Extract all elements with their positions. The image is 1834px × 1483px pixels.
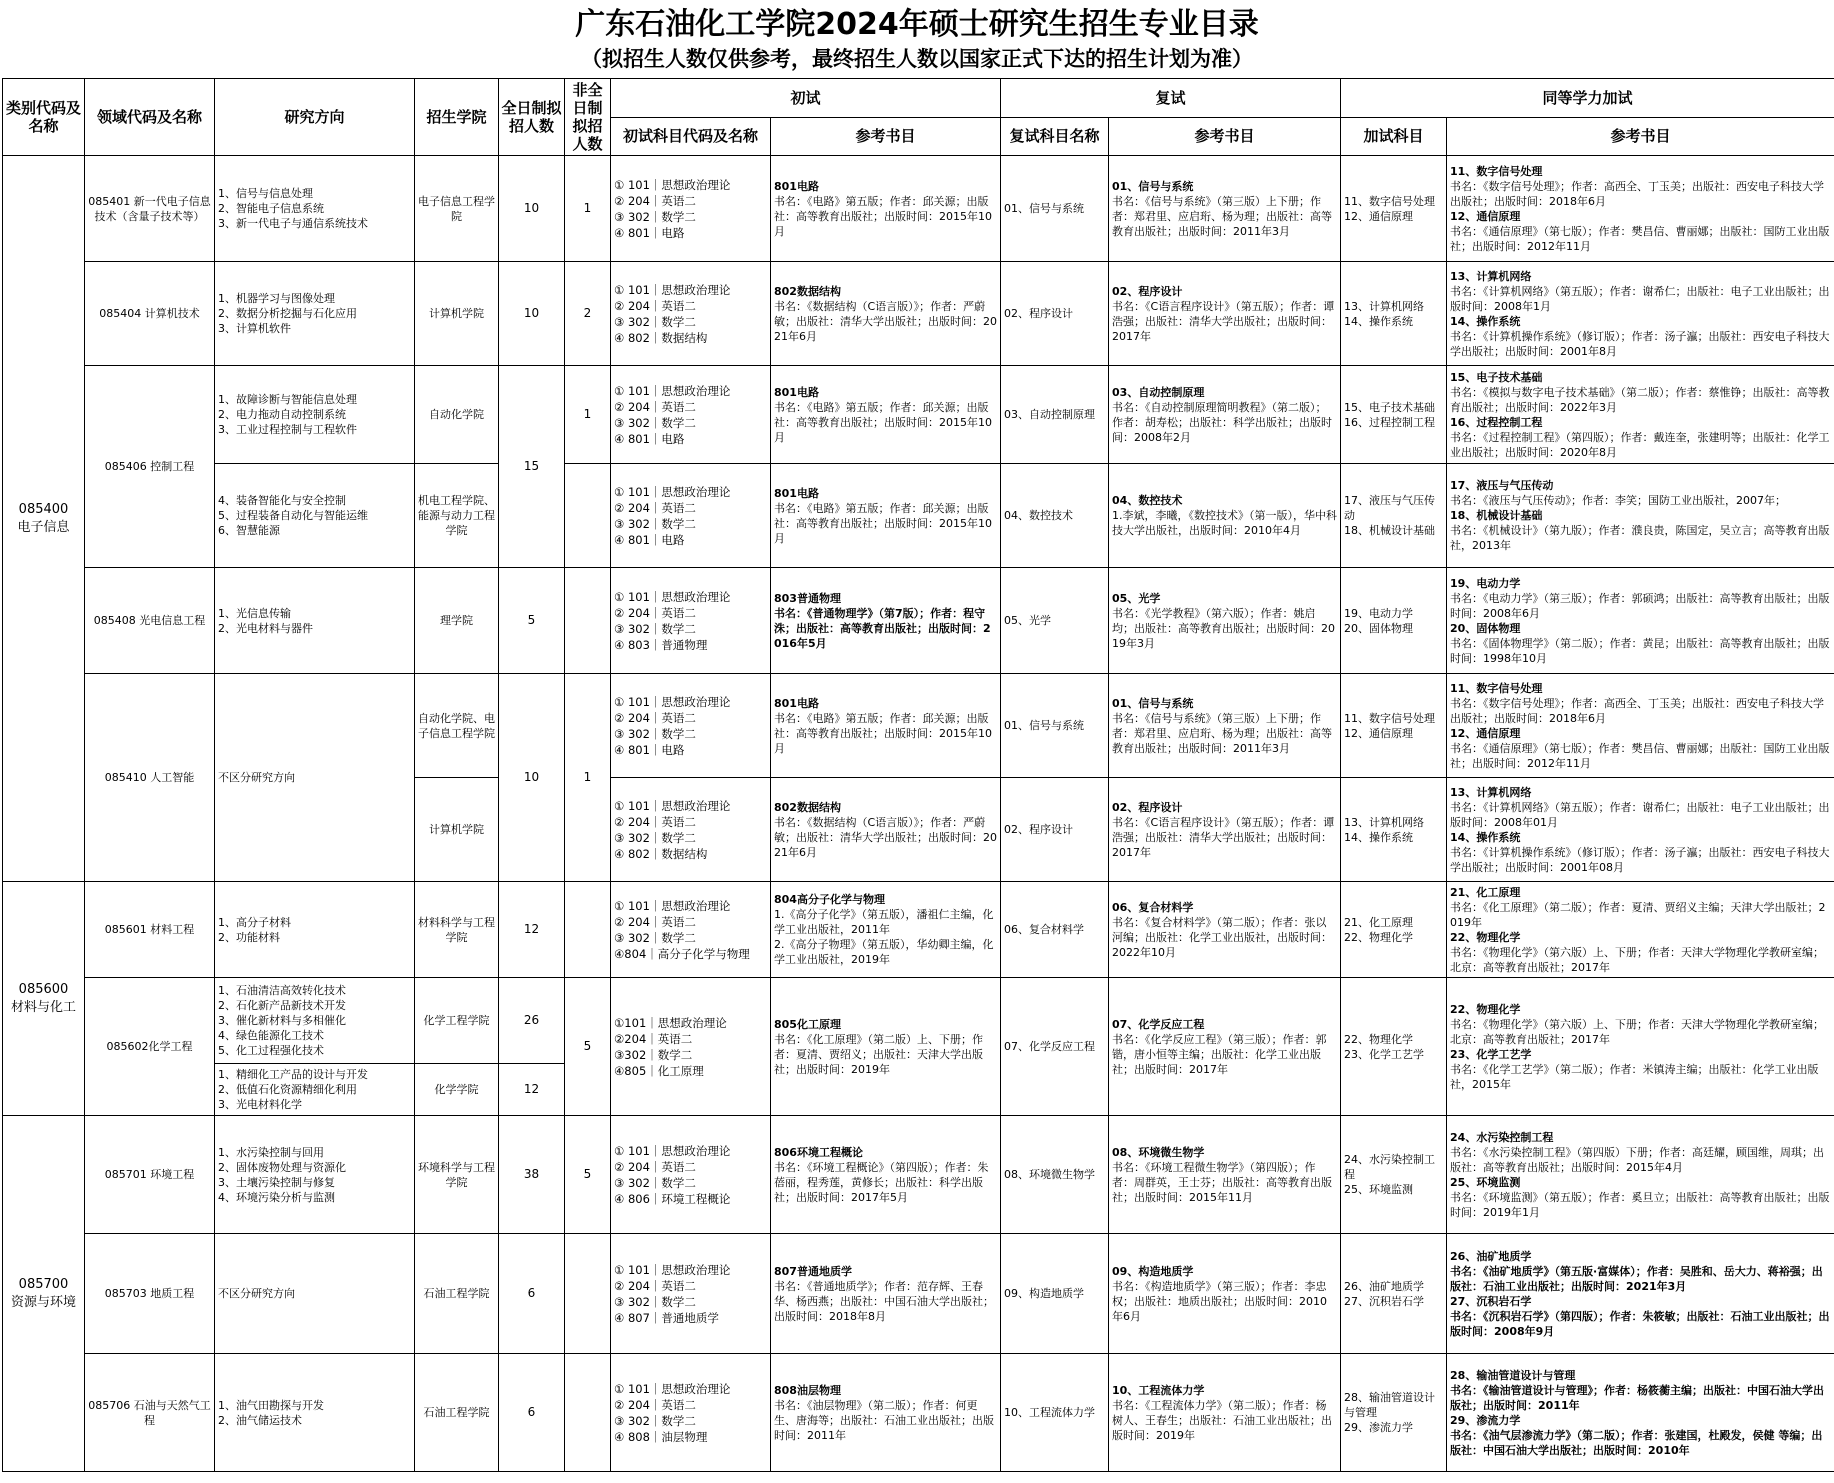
fulltime-cell: 5 xyxy=(499,568,565,674)
table-row xyxy=(3,674,1834,778)
book-desc: 书名：《通信原理》（第七版）；作者：樊昌信、曹丽娜；出版社：国防工业出版社；出版时间：2012年11月 xyxy=(1450,741,1830,770)
fulltime-cell: 12 xyxy=(499,1064,565,1116)
book-desc: 书名：《油矿地质学》（第五版·富媒体）；作者：吴胜和、岳大力、蒋裕强；出版社：石油工业出版社；出版时间：2021年3月 xyxy=(1450,1264,1823,1293)
col-retest-books: 参考书目 xyxy=(1109,117,1341,156)
college-cell: 电子信息工程学院 xyxy=(415,156,499,262)
retest-subject-cell: 07、化学反应工程 xyxy=(1001,978,1109,1116)
book-title: 16、过程控制工程 xyxy=(1450,415,1543,429)
book-title: 04、数控技术 xyxy=(1112,494,1183,507)
table-row xyxy=(3,1116,1834,1234)
retest-subject-cell: 03、自动控制原理 xyxy=(1001,366,1109,464)
col-group-prelim: 初试 xyxy=(611,79,1001,118)
col-prelim-books: 参考书目 xyxy=(771,117,1001,156)
extra-books-cell xyxy=(1447,1116,1834,1234)
prelim-subjects-cell: ① 101｜思想政治理论 ② 204｜英语二 ③ 302｜数学二 ④ 801｜电路 xyxy=(611,464,771,568)
book-desc: 书名：《计算机操作系统》（修订版）；作者：汤子瀛；出版社：西安电子科技大学出版社；出版时间：2001年8月 xyxy=(1450,329,1830,358)
table-row xyxy=(3,568,1834,674)
col-extra-books: 参考书目 xyxy=(1447,117,1834,156)
book-desc: 书名：《数字信号处理》；作者：高西全、丁玉美；出版社：西安电子科技大学出版社；出版时间：2018年6月 xyxy=(1450,696,1825,725)
book-title: 28、输油管道设计与管理 xyxy=(1450,1368,1576,1382)
extra-subjects-cell: 17、液压与气压传动 18、机械设计基础 xyxy=(1341,464,1447,568)
col-parttime: 非全日制拟招人数 xyxy=(565,79,611,156)
extra-books-cell xyxy=(1447,674,1834,778)
extra-subjects-cell: 13、计算机网络 14、操作系统 xyxy=(1341,262,1447,366)
book-title: 03、自动控制原理 xyxy=(1112,385,1205,399)
book-title: 802数据结构 xyxy=(774,800,841,814)
field-cell: 085406 控制工程 xyxy=(85,366,215,568)
retest-books-cell xyxy=(1109,568,1341,674)
field-cell: 085703 地质工程 xyxy=(85,1234,215,1354)
prelim-books-cell xyxy=(771,156,1001,262)
book-title: 10、工程流体力学 xyxy=(1112,1383,1205,1397)
retest-books-cell xyxy=(1109,366,1341,464)
book-title: 14、操作系统 xyxy=(1450,314,1521,328)
parttime-cell: 1 xyxy=(565,366,611,464)
book-desc: 书名：《固体物理学》（第二版）；作者：黄昆；出版社：高等教育出版社；出版时间：1998年10月 xyxy=(1450,636,1830,665)
direction-cell: 1、油气田勘探与开发 2、油气储运技术 xyxy=(215,1354,415,1472)
book-desc: 书名：《计算机操作系统》（修订版）；作者：汤子瀛；出版社：西安电子科技大学出版社；出版时间：2001年08月 xyxy=(1450,845,1830,874)
book-desc: 书名：《计算机网络》（第五版）；作者：谢希仁；出版社：电子工业出版社；出版时间：2008年1月 xyxy=(1450,284,1830,313)
college-cell: 机电工程学院、能源与动力工程学院 xyxy=(415,464,499,568)
book-desc: 书名：《物理化学》（第六版）上、下册；作者：天津大学物理化学教研室编；北京：高等教育出版社；2017年 xyxy=(1450,945,1825,974)
book-title: 02、程序设计 xyxy=(1112,800,1183,814)
book-desc: 书名：《通信原理》（第七版）；作者：樊昌信、曹丽娜；出版社：国防工业出版社；出版时间：2012年11月 xyxy=(1450,224,1830,253)
extra-books-cell xyxy=(1447,778,1834,882)
fulltime-cell: 10 xyxy=(499,156,565,262)
field-cell: 085601 材料工程 xyxy=(85,882,215,978)
book-desc: 书名：《普通物理学》（第7版）；作者：程守洙；出版社：高等教育出版社；出版时间：2016年5月 xyxy=(774,606,991,650)
prelim-books-cell xyxy=(771,464,1001,568)
parttime-cell: 5 xyxy=(565,978,611,1116)
extra-books-cell xyxy=(1447,978,1834,1116)
book-desc: 书名：《电动力学》（第三版）；作者：郭硕鸿；出版社：高等教育出版社；出版时间：2008年6月 xyxy=(1450,591,1830,620)
field-cell: 085401 新一代电子信息技术（含量子技术等） xyxy=(85,156,215,262)
retest-books-cell xyxy=(1109,156,1341,262)
book-desc: 书名：《计算机网络》（第五版）；作者：谢希仁；出版社：电子工业出版社；出版时间：2008年01月 xyxy=(1450,800,1830,829)
retest-subject-cell: 06、复合材料学 xyxy=(1001,882,1109,978)
prelim-subjects-cell: ① 101｜思想政治理论 ② 204｜英语二 ③ 302｜数学二 ④ 803｜普通物理 xyxy=(611,568,771,674)
field-cell: 085410 人工智能 xyxy=(85,674,215,882)
college-cell: 自动化学院 xyxy=(415,366,499,464)
book-desc: 书名：《水污染控制工程》（第四版）下册；作者：高廷耀，顾国维，周琪；出版社：高等教育出版社；出版时间：2015年4月 xyxy=(1450,1145,1825,1174)
book-desc: 书名：《化学工艺学》（第二版）；作者：米镇涛主编；出版社：化学工业出版社，2015年 xyxy=(1450,1062,1819,1091)
direction-cell: 不区分研究方向 xyxy=(215,674,415,882)
retest-books-cell xyxy=(1109,464,1341,568)
extra-subjects-cell: 22、物理化学 23、化学工艺学 xyxy=(1341,978,1447,1116)
book-title: 15、电子技术基础 xyxy=(1450,370,1543,384)
college-cell: 材料科学与工程学院 xyxy=(415,882,499,978)
retest-books-cell xyxy=(1109,1234,1341,1354)
direction-cell: 1、光信息传输 2、光电材料与器件 xyxy=(215,568,415,674)
prelim-books-cell xyxy=(771,1354,1001,1472)
book-desc: 书名：《液压与气压传动》；作者：李笑；国防工业出版社，2007年； xyxy=(1450,494,1787,507)
extra-books-cell xyxy=(1447,1354,1834,1472)
parttime-cell: 1 xyxy=(565,674,611,882)
college-cell: 计算机学院 xyxy=(415,778,499,882)
prelim-subjects-cell: ① 101｜思想政治理论 ② 204｜英语二 ③ 302｜数学二 ④ 801｜电路 xyxy=(611,156,771,262)
prelim-books-cell xyxy=(771,1234,1001,1354)
book-desc: 书名：《环境监测》（第五版）；作者：奚旦立；出版社：高等教育出版社；出版时间：2019年1月 xyxy=(1450,1190,1830,1219)
book-desc: 书名：《电路》第五版；作者：邱关源；出版社：高等教育出版社；出版时间：2015年10月 xyxy=(774,194,992,238)
book-title: 19、电动力学 xyxy=(1450,576,1521,590)
book-title: 801电路 xyxy=(774,486,819,500)
fulltime-cell: 15 xyxy=(499,366,565,568)
book-title: 18、机械设计基础 xyxy=(1450,509,1543,522)
book-desc: 书名：《自动控制原理简明教程》（第二版）；作者：胡寿松；出版社：科学出版社；出版时间：2008年2月 xyxy=(1112,400,1333,444)
book-desc: 书名：《信号与系统》（第三版）上下册；作者：郑君里、应启珩、杨为理；出版社：高等教育出版社；出版时间：2011年3月 xyxy=(1112,194,1333,238)
book-desc: 书名：《普通地质学》；作者：范存辉、王春华、杨西燕；出版社：中国石油大学出版社；出版时间：2018年8月 xyxy=(774,1279,994,1323)
book-title: 24、水污染控制工程 xyxy=(1450,1130,1554,1144)
book-title: 808油层物理 xyxy=(774,1383,841,1397)
book-desc: 书名：《C语言程序设计》（第五版）；作者：谭浩强；出版社：清华大学出版社；出版时间：2017年 xyxy=(1112,299,1335,343)
book-desc: 书名：《电路》第五版；作者：邱关源；出版社：高等教育出版社；出版时间：2015年10月 xyxy=(774,400,992,444)
book-desc: 书名：《机械设计》（第九版）；作者：濮良贵，陈国定，吴立言；高等教育出版社，2013年 xyxy=(1450,524,1830,552)
book-desc: 书名：《电路》第五版；作者：邱关源；出版社：高等教育出版社；出版时间：2015年10月 xyxy=(774,501,992,545)
retest-books-cell xyxy=(1109,978,1341,1116)
book-desc: 书名：《模拟与数字电子技术基础》（第二版）；作者：蔡惟铮；出版社：高等教育出版社；出版时间：2022年3月 xyxy=(1450,385,1830,414)
prelim-books-cell xyxy=(771,262,1001,366)
parttime-cell xyxy=(565,568,611,674)
prelim-subjects-cell: ① 101｜思想政治理论 ② 204｜英语二 ③ 302｜数学二 ④ 801｜电路 xyxy=(611,674,771,778)
book-title: 13、计算机网络 xyxy=(1450,785,1532,799)
book-desc: 书名：《信号与系统》（第三版）上下册；作者：郑君里、应启珩、杨为理；出版社：高等教育出版社；出版时间：2011年3月 xyxy=(1112,711,1333,755)
retest-subject-cell: 09、构造地质学 xyxy=(1001,1234,1109,1354)
col-prelim-subjects: 初试科目代码及名称 xyxy=(611,117,771,156)
retest-subject-cell: 01、信号与系统 xyxy=(1001,156,1109,262)
book-title: 02、程序设计 xyxy=(1112,284,1183,298)
extra-books-cell xyxy=(1447,1234,1834,1354)
college-cell: 石油工程学院 xyxy=(415,1234,499,1354)
book-title: 801电路 xyxy=(774,179,819,193)
direction-cell: 不区分研究方向 xyxy=(215,1234,415,1354)
book-title: 806环境工程概论 xyxy=(774,1145,863,1159)
book-title: 11、数字信号处理 xyxy=(1450,164,1543,178)
extra-books-cell xyxy=(1447,568,1834,674)
table-row xyxy=(3,978,1834,1064)
extra-books-cell xyxy=(1447,882,1834,978)
book-title: 22、物理化学 xyxy=(1450,930,1521,944)
book-title: 08、环境微生物学 xyxy=(1112,1145,1205,1159)
prelim-subjects-cell: ① 101｜思想政治理论 ② 204｜英语二 ③ 302｜数学二 ④ 808｜油层物理 xyxy=(611,1354,771,1472)
direction-cell: 1、精细化工产品的设计与开发 2、低值石化资源精细化利用 3、光电材料化学 xyxy=(215,1064,415,1116)
prelim-books-cell xyxy=(771,1116,1001,1234)
parttime-cell: 2 xyxy=(565,262,611,366)
retest-books-cell xyxy=(1109,778,1341,882)
parttime-cell xyxy=(565,464,611,568)
col-field: 领域代码及名称 xyxy=(85,79,215,156)
prelim-books-cell xyxy=(771,568,1001,674)
parttime-cell xyxy=(565,1234,611,1354)
book-desc: 书名：《化工原理》（第二版）；作者：夏清、贾绍义主编；天津大学出版社；2019年 xyxy=(1450,900,1826,929)
retest-books-cell xyxy=(1109,674,1341,778)
book-desc: 书名：《油层物理》（第二版）；作者：何更生、唐海等；出版社：石油工业出版社；出版时间：2011年 xyxy=(774,1398,994,1442)
book-title: 13、计算机网络 xyxy=(1450,269,1532,283)
field-cell: 085602化学工程 xyxy=(85,978,215,1116)
college-cell: 环境科学与工程学院 xyxy=(415,1116,499,1234)
book-title: 801电路 xyxy=(774,696,819,710)
col-category: 类别代码及名称 xyxy=(3,79,85,156)
col-fulltime: 全日制拟招人数 xyxy=(499,79,565,156)
book-title: 01、信号与系统 xyxy=(1112,179,1194,193)
prelim-subjects-cell: ①101｜思想政治理论 ②204｜英语二 ③302｜数学二 ④805｜化工原理 xyxy=(611,978,771,1116)
field-cell: 085408 光电信息工程 xyxy=(85,568,215,674)
extra-books-cell xyxy=(1447,156,1834,262)
book-title: 01、信号与系统 xyxy=(1112,696,1194,710)
retest-subject-cell: 02、程序设计 xyxy=(1001,262,1109,366)
college-cell: 计算机学院 xyxy=(415,262,499,366)
book-title: 802数据结构 xyxy=(774,284,841,298)
direction-cell: 4、装备智能化与安全控制 5、过程装备自动化与智能运维 6、智慧能源 xyxy=(215,464,415,568)
category-cell: 085600 材料与化工 xyxy=(3,882,85,1116)
table-row xyxy=(3,262,1834,366)
book-desc: 书名：《环境工程概论》（第四版）；作者：朱蓓丽，程秀莲，黄修长；出版社：科学出版社；出版时间：2017年5月 xyxy=(774,1160,989,1204)
book-desc: 书名：《数据结构（C语言版）》；作者：严蔚敏；出版社：清华大学出版社；出版时间：2021年6月 xyxy=(774,815,997,859)
extra-subjects-cell: 21、化工原理 22、物理化学 xyxy=(1341,882,1447,978)
extra-subjects-cell: 26、油矿地质学 27、沉积岩石学 xyxy=(1341,1234,1447,1354)
col-direction: 研究方向 xyxy=(215,79,415,156)
retest-books-cell xyxy=(1109,262,1341,366)
table-row xyxy=(3,366,1834,464)
extra-subjects-cell: 15、电子技术基础 16、过程控制工程 xyxy=(1341,366,1447,464)
direction-cell: 1、高分子材料 2、功能材料 xyxy=(215,882,415,978)
book-title: 23、化学工艺学 xyxy=(1450,1047,1532,1061)
book-title: 804高分子化学与物理 xyxy=(774,893,885,906)
extra-books-cell xyxy=(1447,464,1834,568)
book-desc: 书名：《工程流体力学》（第二版）；作者：杨树人、王春生；出版社：石油工业出版社；出版时间：2019年 xyxy=(1112,1398,1333,1442)
book-desc: 1.《高分子化学》（第五版），潘祖仁主编，化学工业出版社，2011年 2.《高分子物理》（第五版），华幼卿主编，化学工业出版社，2019年 xyxy=(774,908,994,966)
retest-subject-cell: 04、数控技术 xyxy=(1001,464,1109,568)
prelim-books-cell xyxy=(771,366,1001,464)
book-title: 09、构造地质学 xyxy=(1112,1264,1194,1278)
book-title: 17、液压与气压传动 xyxy=(1450,479,1554,492)
table-row xyxy=(3,1234,1834,1354)
book-title: 21、化工原理 xyxy=(1450,885,1521,899)
book-desc: 书名：《复合材料学》（第二版）；作者：张以河编；出版社：化学工业出版社，出版时间：2022年10月 xyxy=(1112,915,1333,959)
fulltime-cell: 12 xyxy=(499,882,565,978)
page-title: 广东石油化工学院2024年硕士研究生招生专业目录 xyxy=(575,7,1259,42)
book-title: 805化工原理 xyxy=(774,1017,841,1031)
extra-subjects-cell: 11、数字信号处理 12、通信原理 xyxy=(1341,674,1447,778)
fulltime-cell: 6 xyxy=(499,1354,565,1472)
book-desc: 书名：《环境工程微生物学》（第四版）；作者：周群英，王士芬；出版社：高等教育出版社；出版时间：2015年11月 xyxy=(1112,1160,1333,1204)
extra-books-cell xyxy=(1447,366,1834,464)
direction-cell: 1、信号与信息处理 2、智能电子信息系统 3、新一代电子与通信系统技术 xyxy=(215,156,415,262)
book-desc: 书名：《油气层渗流力学》（第二版）；作者：张建国，杜殿发，侯健 等编；出版社：中国石油大学出版社；出版时间：2010年 xyxy=(1450,1428,1823,1457)
extra-subjects-cell: 19、电动力学 20、固体物理 xyxy=(1341,568,1447,674)
extra-subjects-cell: 24、水污染控制工程 25、环境监测 xyxy=(1341,1116,1447,1234)
field-cell: 085706 石油与天然气工程 xyxy=(85,1354,215,1472)
book-title: 22、物理化学 xyxy=(1450,1002,1521,1016)
table-row xyxy=(3,882,1834,978)
col-group-extra: 同等学力加试 xyxy=(1341,79,1834,118)
book-desc: 书名：《电路》第五版；作者：邱关源；出版社：高等教育出版社；出版时间：2015年10月 xyxy=(774,711,992,755)
prelim-subjects-cell: ① 101｜思想政治理论 ② 204｜英语二 ③ 302｜数学二 ④ 807｜普通地质学 xyxy=(611,1234,771,1354)
college-cell: 理学院 xyxy=(415,568,499,674)
prelim-books-cell xyxy=(771,882,1001,978)
book-desc: 书名：《沉积岩石学》（第四版）；作者：朱筱敏；出版社：石油工业出版社；出版时间：2008年9月 xyxy=(1450,1309,1830,1338)
book-desc: 书名：《物理化学》（第六版）上、下册；作者：天津大学物理化学教研室编；北京：高等教育出版社；2017年 xyxy=(1450,1017,1825,1046)
field-cell: 085404 计算机技术 xyxy=(85,262,215,366)
fulltime-cell: 38 xyxy=(499,1116,565,1234)
book-title: 14、操作系统 xyxy=(1450,830,1521,844)
book-title: 801电路 xyxy=(774,385,819,399)
book-desc: 书名：《输油管道设计与管理》；作者：杨筱蘅主编；出版社：中国石油大学出版社；出版时间：2011年 xyxy=(1450,1383,1825,1412)
retest-subject-cell: 05、光学 xyxy=(1001,568,1109,674)
parttime-cell: 1 xyxy=(565,156,611,262)
prelim-subjects-cell: ① 101｜思想政治理论 ② 204｜英语二 ③ 302｜数学二 ④ 802｜数据结构 xyxy=(611,778,771,882)
book-desc: 书名：《构造地质学》（第三版）；作者：李忠权；出版社：地质出版社；出版时间：2010年6月 xyxy=(1112,1279,1328,1323)
field-cell: 085701 环境工程 xyxy=(85,1116,215,1234)
book-desc: 书名：《数据结构（C语言版）》；作者：严蔚敏；出版社：清华大学出版社；出版时间：2021年6月 xyxy=(774,299,997,343)
extra-subjects-cell: 11、数字信号处理 12、通信原理 xyxy=(1341,156,1447,262)
table-row xyxy=(3,156,1834,262)
book-title: 06、复合材料学 xyxy=(1112,900,1194,914)
prelim-books-cell xyxy=(771,674,1001,778)
book-title: 803普通物理 xyxy=(774,591,841,605)
book-title: 12、通信原理 xyxy=(1450,726,1521,740)
prelim-subjects-cell: ① 101｜思想政治理论 ② 204｜英语二 ③ 302｜数学二 ④ 806｜环境工程概论 xyxy=(611,1116,771,1234)
direction-cell: 1、水污染控制与回用 2、固体废物处理与资源化 3、土壤污染控制与修复 4、环境污染分析与监测 xyxy=(215,1116,415,1234)
table-row xyxy=(3,464,1834,568)
prelim-subjects-cell: ① 101｜思想政治理论 ② 204｜英语二 ③ 302｜数学二 ④804｜高分子化学与物理 xyxy=(611,882,771,978)
category-cell: 085400 电子信息 xyxy=(3,156,85,882)
extra-subjects-cell: 28、输油管道设计与管理 29、渗流力学 xyxy=(1341,1354,1447,1472)
fulltime-cell: 10 xyxy=(499,674,565,882)
book-desc: 书名：《光学教程》（第六版）；作者：姚启均；出版社：高等教育出版社；出版时间：2019年3月 xyxy=(1112,606,1336,650)
parttime-cell: 5 xyxy=(565,1116,611,1234)
book-desc: 书名：《化学反应工程》（第三版）；作者：郭锴，唐小恒等主编；出版社：化学工业出版社；出版时间：2017年 xyxy=(1112,1032,1327,1076)
retest-subject-cell: 02、程序设计 xyxy=(1001,778,1109,882)
retest-subject-cell: 01、信号与系统 xyxy=(1001,674,1109,778)
admissions-catalog-table xyxy=(2,78,1834,1472)
book-desc: 1.李斌，李曦，《数控技术》（第一版），华中科技大学出版社，出版时间：2010年4月 xyxy=(1112,509,1338,537)
col-retest-subject: 复试科目名称 xyxy=(1001,117,1109,156)
college-cell: 化学学院 xyxy=(415,1064,499,1116)
college-cell: 自动化学院、电子信息工程学院 xyxy=(415,674,499,778)
prelim-books-cell xyxy=(771,978,1001,1116)
col-extra-subjects: 加试科目 xyxy=(1341,117,1447,156)
college-cell: 石油工程学院 xyxy=(415,1354,499,1472)
category-cell: 085700 资源与环境 xyxy=(3,1116,85,1472)
parttime-cell xyxy=(565,1354,611,1472)
book-title: 807普通地质学 xyxy=(774,1264,852,1278)
book-title: 26、油矿地质学 xyxy=(1450,1249,1532,1263)
college-cell: 化学工程学院 xyxy=(415,978,499,1064)
page-subtitle: （拟招生人数仅供参考，最终招生人数以国家正式下达的招生计划为准） xyxy=(581,47,1253,71)
book-desc: 书名：《过程控制工程》（第四版）；作者：戴连奎，张建明等；出版社：化学工业出版社；出版时间：2020年8月 xyxy=(1450,430,1830,459)
prelim-subjects-cell: ① 101｜思想政治理论 ② 204｜英语二 ③ 302｜数学二 ④ 801｜电路 xyxy=(611,366,771,464)
direction-cell: 1、石油清洁高效转化技术 2、石化新产品新技术开发 3、催化新材料与多相催化 4、绿色能源化工技术 5、化工过程强化技术 xyxy=(215,978,415,1064)
prelim-subjects-cell: ① 101｜思想政治理论 ② 204｜英语二 ③ 302｜数学二 ④ 802｜数据结构 xyxy=(611,262,771,366)
retest-books-cell xyxy=(1109,1116,1341,1234)
direction-cell: 1、故障诊断与智能信息处理 2、电力拖动自动控制系统 3、工业过程控制与工程软件 xyxy=(215,366,415,464)
book-title: 12、通信原理 xyxy=(1450,209,1521,223)
parttime-cell xyxy=(565,882,611,978)
col-group-retest: 复试 xyxy=(1001,79,1341,118)
prelim-books-cell xyxy=(771,778,1001,882)
book-title: 25、环境监测 xyxy=(1450,1175,1521,1189)
book-desc: 书名：《数字信号处理》；作者：高西全、丁玉美；出版社：西安电子科技大学出版社；出版时间：2018年6月 xyxy=(1450,179,1825,208)
retest-books-cell xyxy=(1109,1354,1341,1472)
fulltime-cell: 26 xyxy=(499,978,565,1064)
table-row xyxy=(3,1354,1834,1472)
book-title: 29、渗流力学 xyxy=(1450,1413,1521,1427)
extra-books-cell xyxy=(1447,262,1834,366)
direction-cell: 1、机器学习与图像处理 2、数据分析挖掘与石化应用 3、计算机软件 xyxy=(215,262,415,366)
fulltime-cell: 10 xyxy=(499,262,565,366)
book-title: 07、化学反应工程 xyxy=(1112,1017,1205,1031)
fulltime-cell: 6 xyxy=(499,1234,565,1354)
retest-books-cell xyxy=(1109,882,1341,978)
book-desc: 书名：《化工原理》（第二版）上、下册；作者：夏清、贾绍义；出版社：天津大学出版社；出版时间：2019年 xyxy=(774,1032,983,1076)
book-title: 05、光学 xyxy=(1112,591,1161,605)
extra-subjects-cell: 13、计算机网络 14、操作系统 xyxy=(1341,778,1447,882)
book-title: 11、数字信号处理 xyxy=(1450,681,1543,695)
retest-subject-cell: 10、工程流体力学 xyxy=(1001,1354,1109,1472)
retest-subject-cell: 08、环境微生物学 xyxy=(1001,1116,1109,1234)
book-title: 20、固体物理 xyxy=(1450,621,1521,635)
book-title: 27、沉积岩石学 xyxy=(1450,1294,1532,1308)
book-desc: 书名：《C语言程序设计》（第五版）；作者：谭浩强；出版社：清华大学出版社；出版时间：2017年 xyxy=(1112,815,1335,859)
col-college: 招生学院 xyxy=(415,79,499,156)
